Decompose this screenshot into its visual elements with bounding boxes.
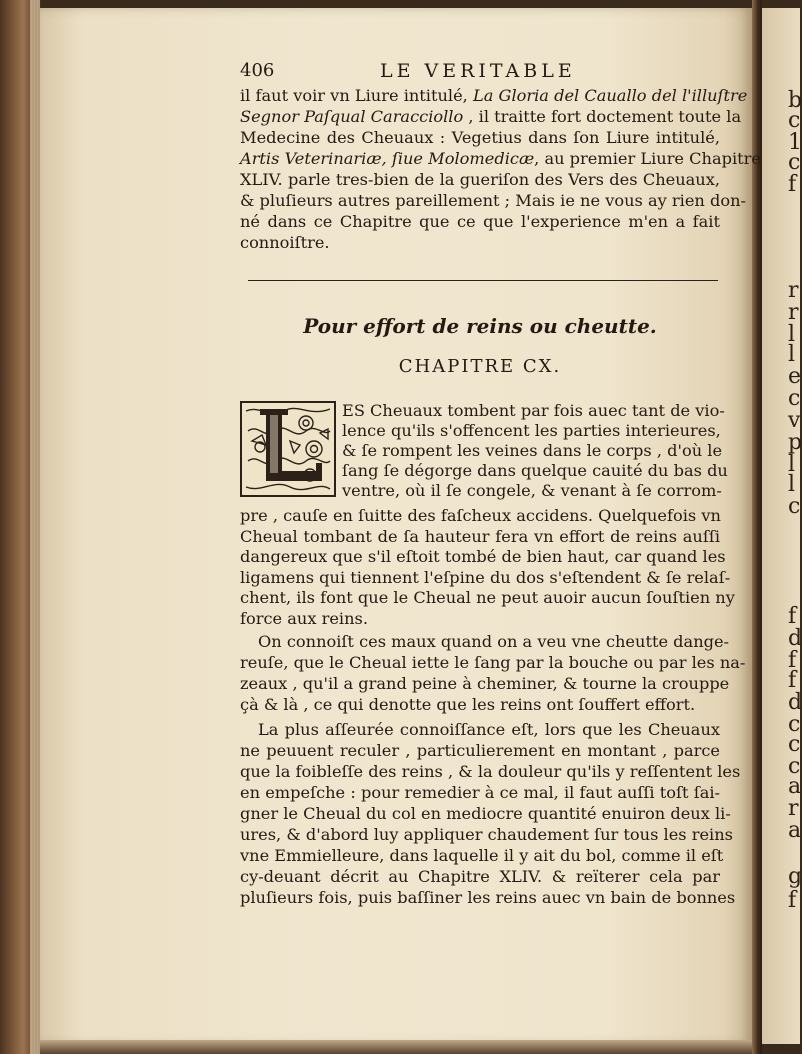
facing-page-glyph: d (788, 690, 802, 715)
page-content (240, 60, 761, 907)
text-line: force aux reins. (240, 608, 368, 628)
text-run: , il traitte fort doctement toute la (463, 107, 742, 126)
facing-page-glyph: c (788, 732, 801, 757)
ornamental-dropcap-L (240, 401, 336, 497)
text-run: né dans ce Chapitre que ce que l'experience m'en a fait (240, 212, 720, 231)
text-line: On connoiſt ces maux quand on a veu vne cheutte dange- (258, 632, 730, 651)
text-run: Medecine des Cheuaux : Vegetius dans ſon Liure intitulé, (240, 128, 720, 147)
facing-page-glyph: l (788, 472, 796, 497)
text-line: chent, ils font que le Cheual ne peut auoir aucun ſouſtien ny (240, 588, 735, 607)
facing-page-glyph: f (788, 648, 797, 673)
text-line: çà & là , ce qui denotte que les reins ont ſouffert effort. (240, 695, 696, 714)
text-line: vne Emmielleure, dans laquelle il y ait du bol, comme il eſt (240, 846, 724, 865)
text-run: XLIV. parle tres-bien de la gueriſon des Vers des Cheuaux, (240, 170, 720, 189)
facing-page-glyph: r (788, 278, 799, 303)
text-line: ne peuuent reculer , particulierement en montant , parce (240, 741, 720, 760)
facing-page-glyph: f (788, 172, 797, 197)
facing-page-fragment (762, 8, 800, 1044)
text-line: lence qu'ils s'offencent les parties interieures, (342, 421, 721, 440)
text-line: dangereux que s'il eſtoit tombé de bien haut, car quand les (240, 547, 726, 566)
facing-page-glyph: l (788, 322, 796, 347)
facing-page-glyph: c (788, 712, 801, 737)
running-title: LE VERITABLE (380, 60, 576, 82)
facing-page-glyph: c (788, 386, 801, 411)
facing-page-glyph: g (788, 864, 802, 889)
facing-page-glyph: v (788, 408, 801, 433)
italic-title: Segnor Paſqual Caracciollo (240, 107, 464, 126)
facing-page-glyph: f (788, 604, 797, 629)
text-line (240, 128, 720, 148)
text-line: en empeſche : pour remedier à ce mal, il faut auſſi toſt ſai- (240, 783, 720, 802)
italic-title: Artis Veterinariæ, ſiue Molomedicæ (240, 149, 535, 168)
text-run: il faut voir vn Liure intitulé, (240, 86, 473, 105)
chapter-title: Pour effort de reins ou cheutte. (303, 314, 657, 338)
chapter-number: CHAPITRE CX. (398, 356, 562, 377)
running-header (240, 60, 720, 84)
facing-page-glyph: a (788, 818, 802, 843)
facing-page-glyph: f (788, 668, 797, 693)
text-line (240, 170, 720, 190)
facing-page-glyph: c (788, 494, 801, 519)
facing-page-glyph: c (788, 108, 801, 133)
facing-page-glyph: l (788, 342, 796, 367)
facing-page-glyph: l (788, 452, 796, 477)
text-line: reuſe, que le Cheual iette le ſang par la bouche ou par les na- (240, 653, 746, 672)
section-divider (248, 280, 718, 281)
text-line (240, 149, 761, 169)
text-line: pluſieurs fois, puis baſſiner les reins auec vn bain de bonnes (240, 888, 736, 907)
text-line: & ſe rompent les veines dans le corps , d'où le (342, 441, 723, 460)
text-line (240, 86, 748, 106)
facing-page-glyph: a (788, 774, 802, 799)
text-run: , au premier Liure Chapitre (534, 149, 761, 168)
text-line: La plus aſſeurée connoiſſance eſt, lors que les Cheuaux (258, 720, 720, 739)
text-line: ES Cheuaux tombent par fois auec tant de vio- (342, 401, 725, 420)
text-run: connoiſtre. (240, 233, 330, 252)
text-line: ligamens qui tiennent l'eſpine du dos s'eſtendent & ſe relaſ- (240, 567, 731, 587)
text-line: ventre, où il ſe congele, & venant à ſe corrom- (342, 481, 722, 500)
facing-page-glyph: f (788, 888, 797, 913)
facing-page-glyph: e (788, 364, 802, 389)
text-line: Cheual tombant de ſa hauteur fera vn effort de reins auſſi (240, 526, 720, 546)
text-line: ſang ſe dégorge dans quelque cauité du bas du (342, 461, 728, 480)
text-line: ures, & d'abord luy appliquer chaudement ſur tous les reins (240, 825, 733, 844)
text-line (240, 107, 742, 127)
facing-page-glyph: p (788, 430, 802, 455)
bottom-page-edge (40, 1040, 752, 1054)
text-line: gner le Cheual du col en mediocre quantité enuiron deux li- (240, 804, 731, 823)
text-line: que la foibleſſe des reins , & la douleur qu'ils y reſſentent les (240, 762, 741, 781)
facing-page-glyph: 1 (788, 130, 802, 155)
page-number: 406 (240, 60, 275, 81)
text-line (240, 212, 720, 232)
text-run: & pluſieurs autres pareillement ; Mais ie ne vous ay rien don- (240, 191, 746, 210)
facing-page-glyph: r (788, 300, 799, 325)
text-line: zeaux , qu'il a grand peine à cheminer, & tourne la crouppe (240, 674, 730, 693)
italic-title: La Gloria del Cauallo del l'illuſtre (472, 86, 748, 105)
facing-page-glyph: d (788, 626, 802, 651)
text-line: pre , cauſe en ſuitte des faſcheux accidens. Quelquefois vn (240, 506, 721, 525)
page-edges (30, 0, 40, 1054)
facing-page-glyph: b (788, 88, 802, 113)
text-line (240, 233, 720, 253)
facing-page-glyph: c (788, 754, 801, 779)
text-line (240, 191, 746, 211)
facing-page-glyph: c (788, 150, 801, 175)
facing-page-glyph: r (788, 796, 799, 821)
text-line: cy-deuant décrit au Chapitre XLIV. & reïterer cela par (240, 867, 720, 886)
